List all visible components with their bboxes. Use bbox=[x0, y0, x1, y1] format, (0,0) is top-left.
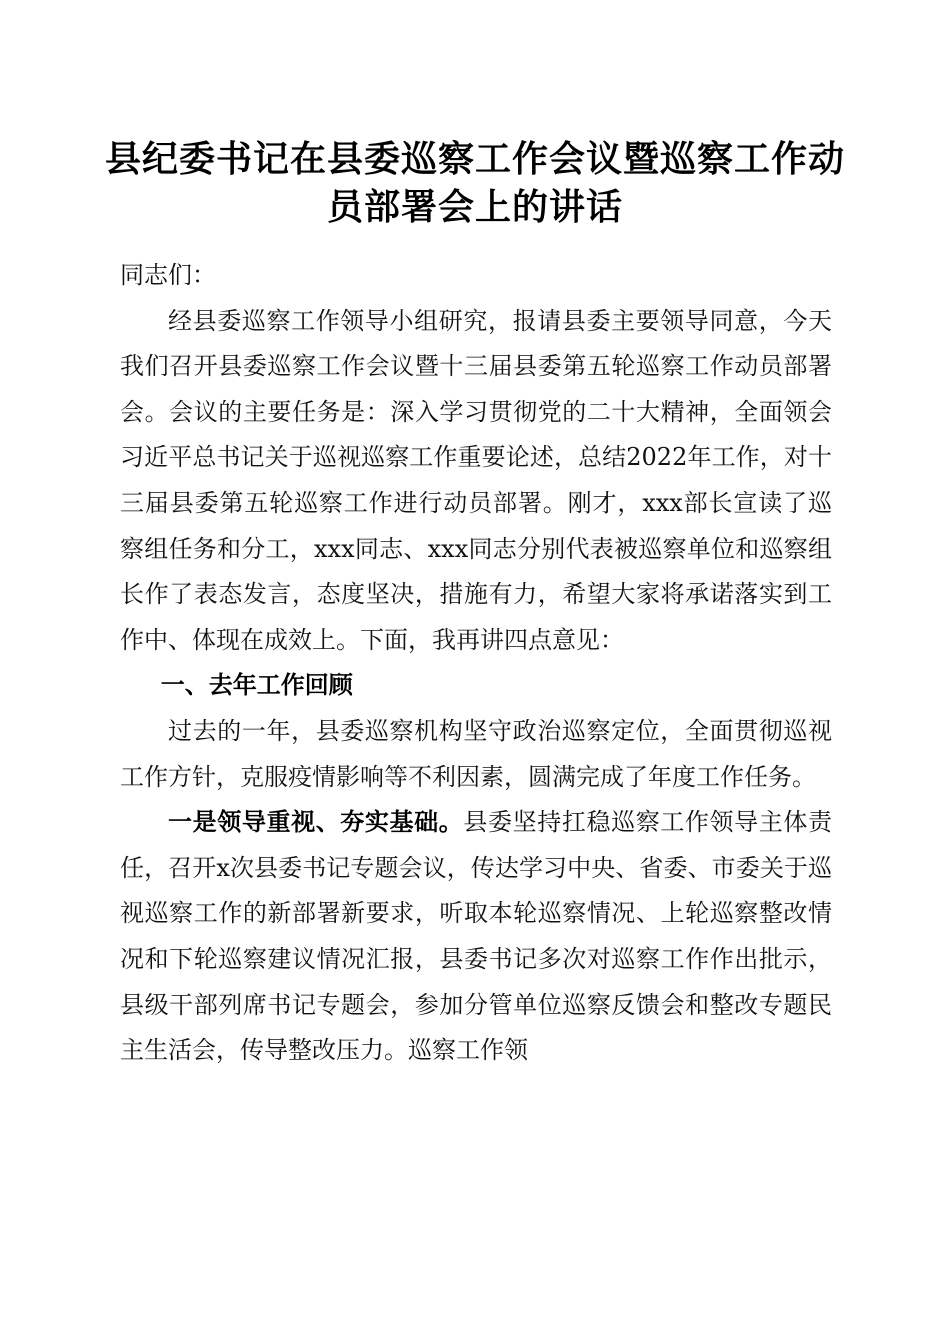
point-1-paragraph bbox=[120, 800, 832, 1074]
document-title-line-2: 员部署会上的讲话 bbox=[326, 186, 623, 228]
intro-paragraph: 经县委巡察工作领导小组研究，报请县委主要领导同意，今天我们召开县委巡察工作会议暨十三届县委第五轮巡察工作动员部署会。会议的主要任务是：深入学习贯彻党的二十大精神，全面领会习近平总书记关于巡视巡察工作重要论述，总结2022年工作，对十三届县委第五轮巡察工作进行动员部署。刚才，xxx部长宣读了巡察组任务和分工，xxx同志、xxx同志分别代表被巡察单位和巡察组长作了表态发言，态度坚决，措施有力，希望大家将承诺落实到工作中、体现在成效上。下面，我再讲四点意见： bbox=[120, 306, 832, 654]
review-paragraph: 过去的一年，县委巡察机构坚守政治巡察定位，全面贯彻巡视工作方针，克服疫情影响等不利因素，圆满完成了年度工作任务。 bbox=[120, 716, 832, 791]
section-heading: 一、去年工作回顾 bbox=[160, 671, 353, 700]
point-1-body: 县委坚持扛稳巡察工作领导主体责任，召开x次县委书记专题会议，传达学习中央、省委、市委关于巡视巡察工作的新部署新要求，听取本轮巡察情况、上轮巡察整改情况和下轮巡察建议情况汇报，县委书记多次对巡察工作作出批示，县级干部列席书记专题会，参加分管单位巡察反馈会和整改专题民主生活会，传导整改压力。巡察工作领 bbox=[120, 808, 833, 1065]
salutation: 同志们： bbox=[120, 261, 216, 289]
document-title-line-1: 县纪委书记在县委巡察工作会议暨巡察工作动 bbox=[104, 138, 845, 180]
point-1-lead: 一是领导重视、夯实基础。 bbox=[168, 808, 464, 837]
document-body bbox=[120, 253, 832, 1074]
